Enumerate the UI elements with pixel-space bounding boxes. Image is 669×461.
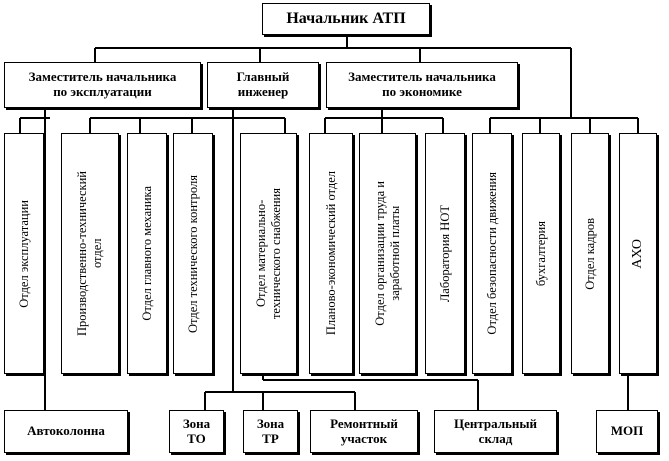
department-box (61, 133, 119, 374)
department-label: Планово-экономический отдел (323, 171, 338, 336)
department-label: Производственно-технический отдел (75, 170, 104, 337)
department-box (425, 133, 465, 374)
department-label: Отдел материально- технического снабжения (253, 187, 283, 320)
deputy-economics-label: Заместитель начальника по экономике (348, 69, 496, 99)
department-box (522, 133, 560, 374)
department-box (571, 133, 609, 374)
deputy-economics-box (326, 62, 518, 108)
mop-box (596, 410, 658, 453)
department-label: Отдел технического контроля (185, 174, 200, 333)
head-of-atp-box (262, 3, 430, 35)
department-label: Отдел эксплуатации (16, 199, 31, 308)
chief-engineer-box (207, 62, 319, 108)
department-box (127, 133, 167, 374)
department-box (173, 133, 213, 374)
deputy-operations-label: Заместитель начальника по эксплуатации (28, 69, 177, 99)
department-box (309, 133, 353, 374)
department-label: бухгалтерия (533, 220, 548, 287)
department-box (619, 133, 657, 374)
mop-label: МОП (610, 423, 644, 439)
repair-section-label: Ремонтный участок (330, 415, 398, 446)
department-label: Отдел кадров (582, 217, 597, 290)
zone-tr-label: Зона ТР (256, 415, 285, 446)
department-label: Отдел организации труда и заработной платы (372, 181, 402, 326)
deputy-operations-box (4, 62, 201, 108)
central-warehouse-label: Центральный склад (453, 415, 538, 446)
department-box (472, 133, 512, 374)
central-warehouse-box (434, 410, 557, 453)
department-label: АХО (629, 238, 645, 269)
department-box (359, 133, 416, 374)
head-of-atp-label: Начальник АТП (286, 9, 406, 27)
department-box (240, 133, 297, 374)
autocolumn-box (4, 410, 128, 453)
department-label: Отдел главного механика (139, 186, 154, 321)
chief-engineer-label: Главный инженер (236, 69, 290, 99)
department-label: Лаборатория НОТ (437, 204, 452, 303)
department-box (4, 133, 44, 374)
department-label: Отдел безопасности движения (484, 172, 499, 335)
repair-section-box (310, 410, 418, 453)
zone-tr-box (243, 410, 298, 453)
zone-to-label: Зона ТО (182, 415, 211, 446)
autocolumn-label: Автоколонна (27, 423, 105, 439)
zone-to-box (169, 410, 224, 453)
